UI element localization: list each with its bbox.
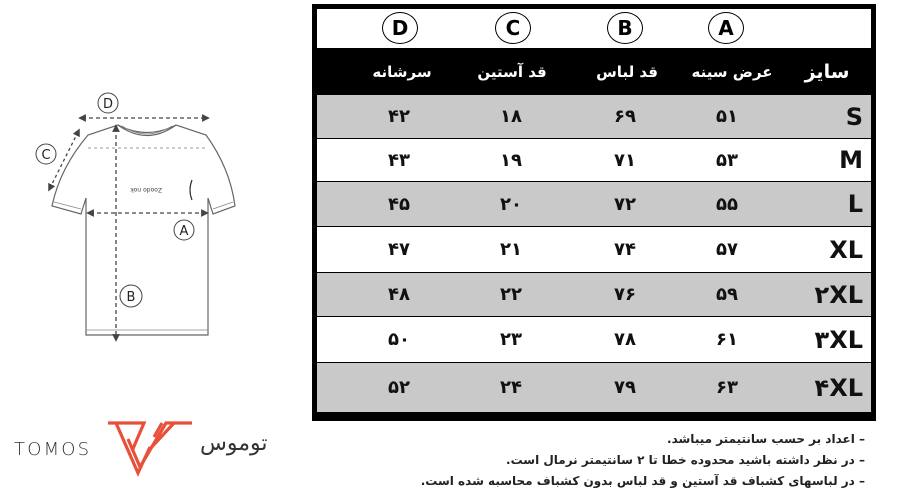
sleeve-cell: ۲۲ — [500, 284, 522, 305]
brand-logo — [12, 413, 302, 483]
chest-cell: ۵۱ — [716, 106, 738, 127]
shoulder-cell: ۵۲ — [388, 377, 410, 398]
shoulder-cell: ۴۵ — [388, 193, 410, 215]
header-shoulder: سرشانه — [372, 62, 432, 81]
svg-text:D: D — [102, 97, 114, 112]
table-row — [317, 363, 871, 412]
table-row — [317, 317, 871, 362]
sleeve-cell: ۱۸ — [500, 106, 522, 127]
header-sleeve: قد آستین — [477, 62, 547, 81]
label-d-circle — [98, 93, 118, 113]
label-a-circle — [174, 220, 194, 240]
note-line: – در نظر داشته باشید محدوده خطا تا ۲ سانتیمتر نرمال است. — [506, 453, 865, 467]
logo-latin-text: TOMOS — [14, 439, 92, 460]
size-cell: L — [847, 190, 863, 218]
svg-text:A: A — [179, 224, 189, 239]
column-letters-row — [317, 9, 871, 48]
shoulder-cell: ۴۲ — [388, 106, 410, 127]
length-cell: ۷۱ — [614, 149, 636, 171]
chest-cell: ۵۷ — [716, 239, 738, 260]
table-row — [317, 227, 871, 272]
header-length: قد لباس — [596, 62, 658, 81]
size-cell: ۳XL — [814, 325, 863, 354]
logo-persian-text: توموس — [200, 431, 268, 456]
column-letter-d: D — [382, 12, 418, 44]
length-cell: ۷۶ — [614, 284, 636, 305]
shoulder-cell: ۴۸ — [388, 284, 410, 305]
header-size: سایز — [804, 60, 850, 83]
header-chest: عرض سینه — [691, 62, 773, 81]
shoulder-cell: ۴۷ — [388, 239, 410, 260]
column-letter-b: B — [607, 12, 643, 44]
chest-cell: ۶۳ — [716, 377, 738, 398]
size-notes — [345, 429, 865, 492]
tshirt-measurement-diagram — [30, 88, 240, 353]
sleeve-cell: ۲۳ — [500, 329, 522, 350]
shoulder-cell: ۵۰ — [388, 329, 410, 350]
chest-cell: ۵۹ — [716, 284, 738, 305]
sleeve-cell: ۲۱ — [500, 239, 522, 260]
sleeve-cell: ۲۴ — [500, 377, 522, 398]
label-c-circle — [36, 144, 56, 164]
column-letter-c: C — [495, 12, 531, 44]
note-line: – در لباسهای کشباف قد آستین و قد لباس بدون کشباف محاسبه شده است. — [420, 474, 865, 488]
table-row — [317, 139, 871, 181]
shoulder-cell: ۴۳ — [388, 149, 410, 171]
chest-cell: ۵۵ — [716, 193, 738, 215]
chest-cell: ۶۱ — [716, 329, 738, 350]
table-header-row — [317, 48, 871, 95]
size-chart-table — [312, 4, 876, 421]
tag-text: Zoodo nok — [130, 186, 162, 193]
size-cell: M — [839, 146, 863, 174]
chest-cell: ۵۳ — [716, 149, 738, 171]
svg-text:B: B — [126, 290, 136, 305]
length-cell: ۷۴ — [614, 239, 636, 260]
tshirt-outline-icon — [30, 88, 240, 353]
length-cell: ۷۸ — [614, 329, 636, 350]
length-cell: ۷۲ — [614, 193, 636, 215]
size-cell: ۲XL — [814, 280, 863, 309]
table-row — [317, 273, 871, 316]
sleeve-cell: ۲۰ — [500, 193, 522, 215]
logo-mark-icon — [104, 417, 196, 479]
sleeve-cell: ۱۹ — [500, 149, 522, 171]
length-cell: ۷۹ — [614, 377, 636, 398]
svg-text:C: C — [41, 148, 51, 163]
size-cell: ۴XL — [814, 373, 863, 402]
table-row — [317, 95, 871, 138]
column-letter-a: A — [708, 12, 744, 44]
note-line: – اعداد بر حسب سانتیمتر میباشد. — [667, 432, 865, 446]
table-row — [317, 182, 871, 226]
label-b-circle — [120, 285, 142, 307]
size-cell: S — [845, 102, 863, 131]
length-cell: ۶۹ — [614, 106, 636, 127]
size-cell: XL — [829, 235, 863, 264]
